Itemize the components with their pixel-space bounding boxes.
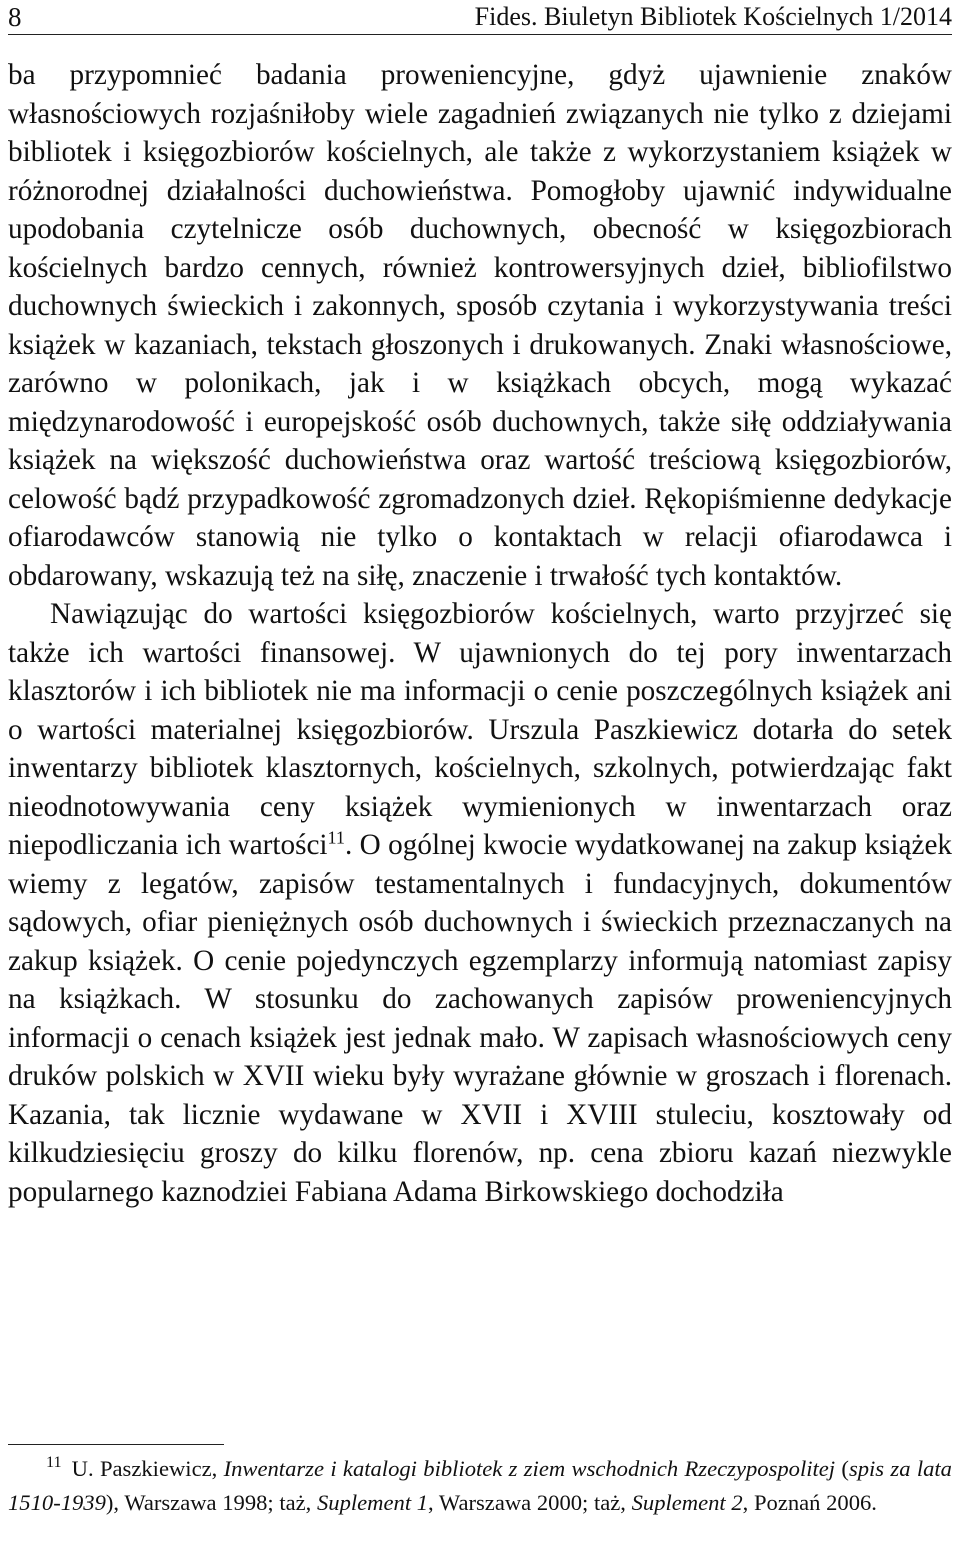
paragraph-2 <box>8 595 952 1211</box>
page-number: 8 <box>8 2 22 32</box>
footnote-text-1: U. Paszkiewicz, <box>71 1456 224 1481</box>
footnote-text-2: ( <box>835 1456 849 1481</box>
footnote-title-2: spis za lata 1510-1939 <box>8 1456 952 1515</box>
footnote-text-3: ), Warszawa 1998; taż, <box>105 1489 317 1515</box>
paragraph-2-text-b: . O ogólnej kwocie wydatkowanej na zakup książek wiemy z legatów, zapisów testamentalnych i fundacyjnych, dokumentów sądowych, ofiar pieniężnych osób duchownych i świeckich przeznaczanych na zakup książek. O cenie pojedynczych egzemplarzy informują natomiast zapisy na książkach. W stosunku do zachowanych zapisów proweniencyjnych informacji o cenach książek jest jednak mało. W zapisach własnościowych ceny druków polskich w XVII wieku były wyrażane głównie w groszach i florenach. Kazania, tak licznie wydawane w XVII i XVIII stuleciu, kosztowały od kilkudziesięciu groszy do kilku florenów, np. cena zbioru kazań niezwykle popularnego kaznodziei Fabiana Adama Birkowskiego dochodziła <box>8 829 952 1208</box>
footnote-text-5: , Poznań 2006. <box>742 1489 877 1515</box>
footnote-reference[interactable]: 11 <box>327 827 345 848</box>
footnote-title-1: Inwentarze i katalogi bibliotek z ziem wschodnich Rzeczypospolitej <box>223 1456 836 1481</box>
running-header <box>8 0 952 35</box>
main-text <box>8 56 952 1211</box>
footnote-title-4: Suplement 2 <box>631 1489 743 1515</box>
footnote-text-4: , Warszawa 2000; taż, <box>428 1489 632 1515</box>
footnote-divider <box>8 1444 224 1445</box>
paragraph-1: ba przypomnieć badania proweniencyjne, gdyż ujawnienie znaków własnościowych rozjaśniłoby wiele zagadnień związanych nie tylko z dziejami bibliotek i księgozbiorów kościelnych, ale także z wykorzystaniem książek w różnorodnej działalności duchowieństwa. Pomogłoby ujawnić indywidualne upodobania czytelnicze osób duchownych, obecność w księgozbiorach kościelnych bardzo cennych, również kontrowersyjnych dzieł, bibliofilstwo duchownych świeckich i zakonnych, sposób czytania i wykorzystywania treści książek w kazaniach, tekstach głoszonych i drukowanych. Znaki własnościowe, zarówno w polonikach, jak i w książkach obcych, mogą wykazać międzynarodowość i europejskość osób duchownych, także siłę oddziaływania książek na większość duchowieństwa oraz wartość treściową księgozbiorów, celowość bądź przypadkowość zgromadzonych dzieł. Rękopiśmienne dedykacje ofiarodawców stanowią nie tylko o kontaktach w relacji ofiarodawca i obdarowany, wskazują też na siłę, znaczenie i trwałość tych kontaktów. <box>8 59 952 592</box>
footnote-title-3: Suplement 1 <box>316 1489 429 1515</box>
running-title: Fides. Biuletyn Bibliotek Kościelnych 1/2014 <box>474 2 952 31</box>
paragraph-2-text-a: Nawiązując do wartości księgozbiorów kościelnych, warto przyjrzeć się także ich wartości finansowej. W ujawnionych do tej pory inwentarzach klasztorów i ich bibliotek nie ma informacji o cenie poszczególnych książek ani o wartości materialnej księgozbiorów. Urszula Paszkiewicz dotarła do setek inwentarzy bibliotek klasztornych, kościelnych, szkolnych, potwierdzając fakt nieodnotowywania ceny książek wymienionych w inwentarzach oraz niepodliczania ich wartości <box>8 598 952 861</box>
footnote-11: 11 U. Paszkiewicz, Inwentarze i katalogi bibliotek z ziem wschodnich Rzeczypospolitej (spis za lata 1510-1939), Warszawa 1998; taż, Suplement 1, Warszawa 2000; taż, Suplement 2, Poznań 2006. <box>8 1453 952 1515</box>
